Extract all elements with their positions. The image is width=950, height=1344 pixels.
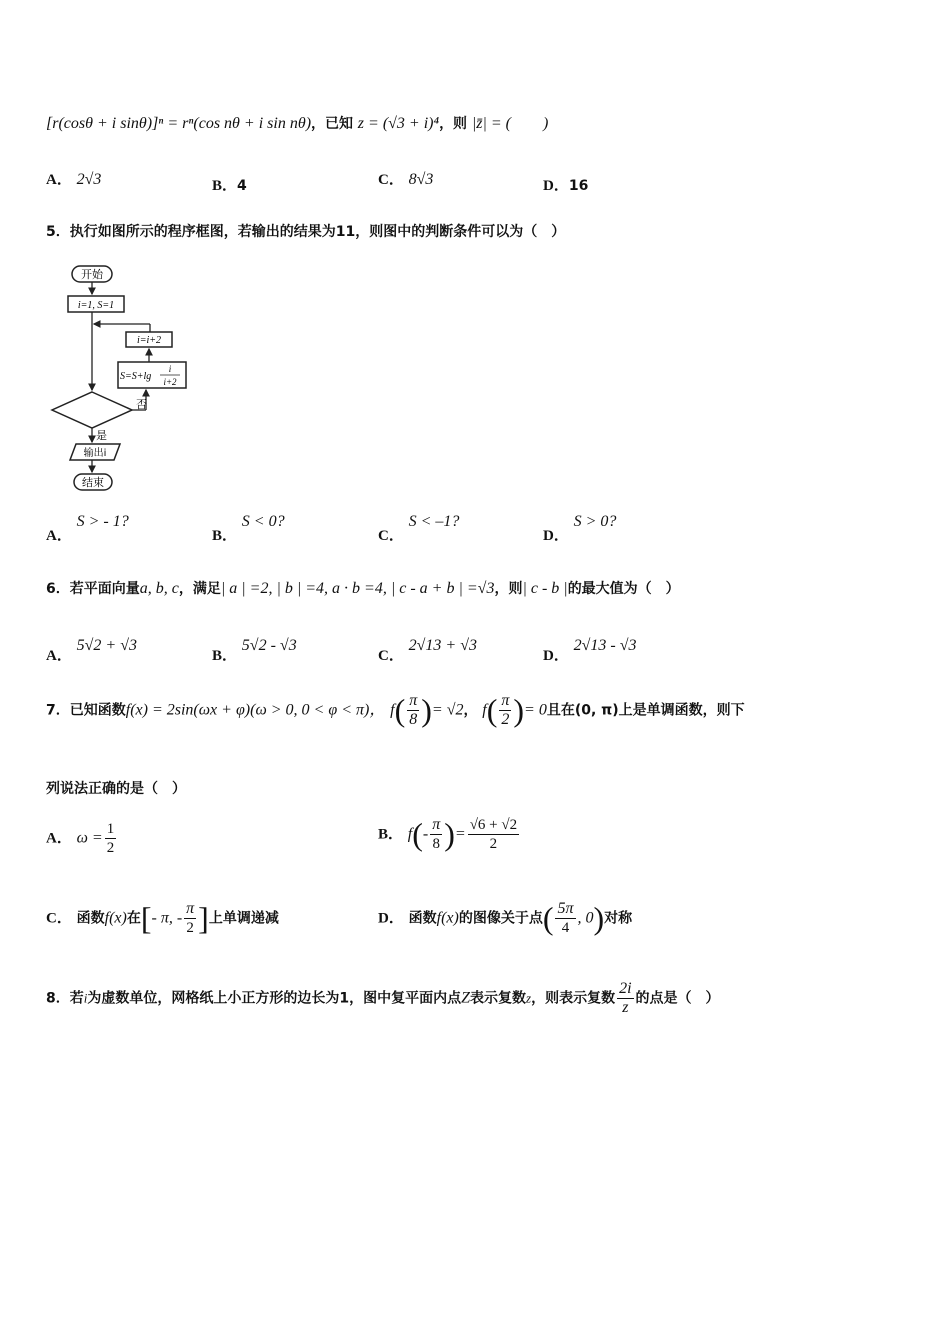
q7-cond2-frac: $\frac{\pi}{2}$ xyxy=(501,692,510,728)
q5-option-c[interactable]: C． S < –1? xyxy=(378,513,460,544)
fc-yes-label: 是 xyxy=(96,429,107,442)
q4-ask: ，则 xyxy=(439,116,468,132)
q4-modulus: |z̄| = ( ) xyxy=(471,115,549,132)
q6-option-a[interactable]: A． 5√2 + √3 xyxy=(46,637,137,664)
q4-option-b[interactable]: B．4 xyxy=(212,178,247,194)
q7-cond1-frac: $\frac{\pi}{8}$ xyxy=(409,692,418,728)
q8-frac: $\frac{2i}{z}$ xyxy=(619,980,632,1016)
q4-z-expr: z = (√3 + i)⁴ xyxy=(357,115,440,132)
q5-flowchart xyxy=(46,258,206,498)
q6-option-b[interactable]: B． 5√2 - √3 xyxy=(212,637,297,664)
fc-update-s-den: i+2 xyxy=(163,377,177,387)
fc-decision xyxy=(52,392,132,428)
q6-option-c[interactable]: C． 2√13 + √3 xyxy=(378,637,477,664)
q7-stem-line2: 列说法正确的是（ ） xyxy=(46,781,186,797)
fc-start-label: 开始 xyxy=(81,268,103,281)
q4-formula: [r(cosθ + i sinθ)]ⁿ = rⁿ(cos nθ + i sin nθ) xyxy=(46,115,312,132)
q4-option-c[interactable]: C． 8√3 xyxy=(378,171,434,188)
q4-option-d[interactable]: D．16 xyxy=(543,178,589,194)
q5-option-b[interactable]: B． S < 0? xyxy=(212,513,285,544)
q4-option-a[interactable]: A． 2√3 xyxy=(46,171,102,188)
q4-stem xyxy=(46,110,548,133)
q6-option-d[interactable]: D． 2√13 - √3 xyxy=(543,637,637,664)
fc-update-s-label: S=S+lg xyxy=(120,371,152,382)
q5-option-a[interactable]: A． S > - 1? xyxy=(46,513,129,544)
q7-option-b[interactable]: B． f(- $\frac{\pi}{8}$ )= $\frac{√6 + √2}{2}$ xyxy=(378,816,518,852)
q5-stem: 5．执行如图所示的程序框图，若输出的结果为11，则图中的判断条件可以为（ ） xyxy=(46,224,566,240)
fc-update-i-label: i=i+2 xyxy=(136,335,162,346)
q7-stem: 7．已知函数f(x) = 2sin(ωx + φ)(ω > 0, 0 < φ < π)， f( $\frac{\pi}{8}$ )= √2， f( $\frac{\pi}{2}$ )= 0且在(0, π)上是单调函数，则下 xyxy=(46,692,745,728)
fc-output-label: 输出i xyxy=(83,448,107,459)
fc-update-s-num: i xyxy=(168,364,172,374)
q6-stem: 6．若平面向量a, b, c，满足| a | =2, | b | =4, a · b =4, | c - a + b | =√3，则| c - b |的最大值为（ ） xyxy=(46,580,680,597)
q8-stem: 8．若i为虚数单位，网格纸上小正方形的边长为1，图中复平面内点Z表示复数z，则表示复数 $\frac{2i}{z}$ 的点是（ ） xyxy=(46,980,720,1016)
q7-option-c[interactable]: C． 函数f(x)在[- π, - $\frac{\pi}{2}$ ]上单调递减 xyxy=(46,900,279,936)
q5-option-d[interactable]: D． S > 0? xyxy=(543,513,617,544)
q4-known: ，已知 xyxy=(311,116,354,132)
fc-end-label: 结束 xyxy=(82,476,104,489)
fc-no-label: 否 xyxy=(136,398,147,411)
q7-option-a[interactable]: A． ω = $\frac{1}{2}$ xyxy=(46,821,115,856)
fc-init-label: i=1, S=1 xyxy=(77,300,115,311)
q7-option-d[interactable]: D． 函数f(x)的图像关于点( $\frac{5\pi}{4}$ , 0)对称 xyxy=(378,900,633,936)
